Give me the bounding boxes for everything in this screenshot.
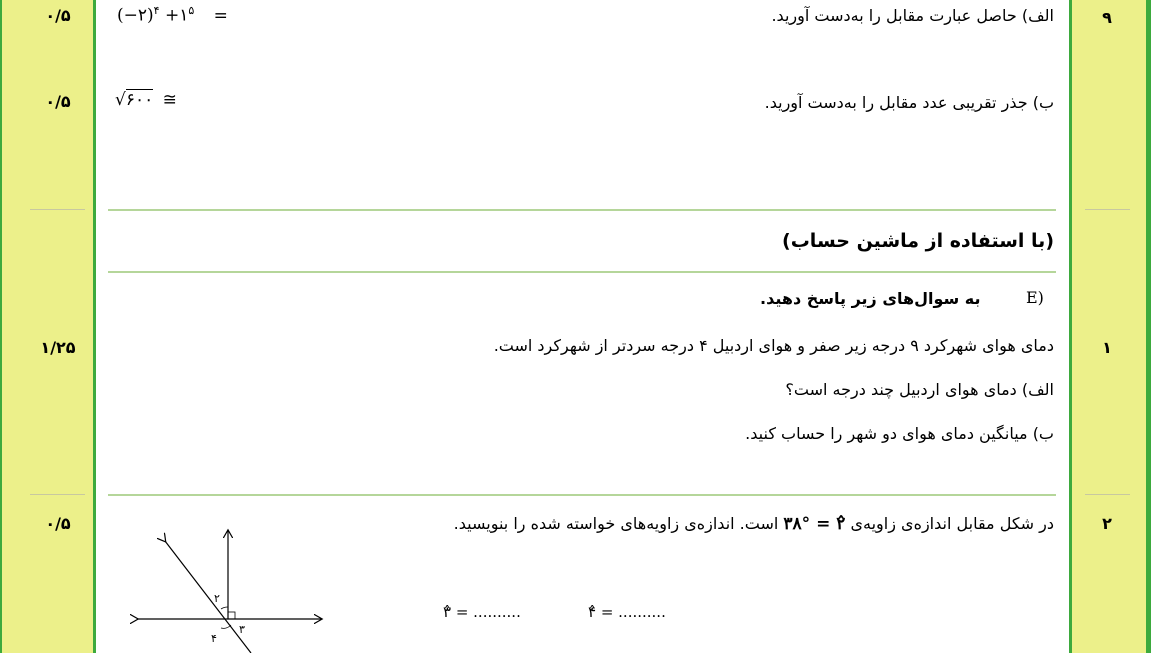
score-divider — [30, 494, 85, 495]
score-q2: ۰/۵ — [45, 514, 71, 533]
score-q1: ۱/۲۵ — [40, 338, 76, 357]
q9-part-b-text: ب) جذر تقریبی عدد مقابل را به‌دست آورید. — [764, 93, 1054, 112]
q1-statement: دمای هوای شهرکرد ۹ درجه زیر صفر و هوای اردبیل ۴ درجه سردتر از شهرکرد است. — [493, 336, 1054, 355]
right-border — [1146, 0, 1151, 653]
e-marker: E) — [1026, 288, 1044, 307]
right-angle-mark — [228, 612, 235, 619]
q1-part-b: ب) میانگین دمای هوای دو شهر را حساب کنید. — [745, 424, 1054, 443]
calculator-section-title: (با استفاده از ماشین حساب) — [782, 230, 1054, 252]
q2-answer-angle-4: ۴̂ = .......... — [588, 603, 666, 621]
score-divider — [30, 209, 85, 210]
slanted-line — [165, 541, 251, 653]
q2-answer-angle-3: ۳̂ = .......... — [443, 603, 521, 621]
number-divider — [1085, 494, 1130, 495]
number-divider — [1085, 209, 1130, 210]
question-number-9: ۹ — [1102, 8, 1112, 27]
e-instruction: به سوال‌های زیر پاسخ دهید. — [760, 289, 981, 308]
question-number-column — [1069, 0, 1151, 653]
q9-part-a-text: الف) حاصل عبارت مقابل را به‌دست آورید. — [771, 6, 1054, 25]
q1-part-a: الف) دمای هوای اردبیل چند درجه است؟ — [785, 380, 1054, 399]
question-number-1: ۱ — [1102, 338, 1112, 357]
section-divider — [108, 271, 1056, 273]
q9-part-b-expression: √۶۰۰ ≅ — [115, 90, 177, 110]
score-q9b: ۰/۵ — [45, 92, 71, 111]
angle-label-3: ۳ — [239, 623, 245, 636]
angle-label-4: ۴ — [211, 632, 217, 645]
q2-statement: در شکل مقابل اندازه‌ی زاویه‌ی ۳۸° = ۲̂ است. اندازه‌ی زاویه‌های خواسته شده را بنویسید. — [453, 514, 1054, 534]
section-divider — [108, 209, 1056, 211]
q9-part-a-expression: (−۲)$^۴$ $+۱^۵$ = — [117, 4, 228, 26]
question-number-2: ۲ — [1102, 514, 1112, 533]
score-q9a: ۰/۵ — [45, 6, 71, 25]
angle-figure — [125, 525, 335, 653]
angle-label-2: ۲ — [214, 592, 220, 605]
sqrt-icon: √ — [115, 90, 126, 110]
section-divider — [108, 494, 1056, 496]
